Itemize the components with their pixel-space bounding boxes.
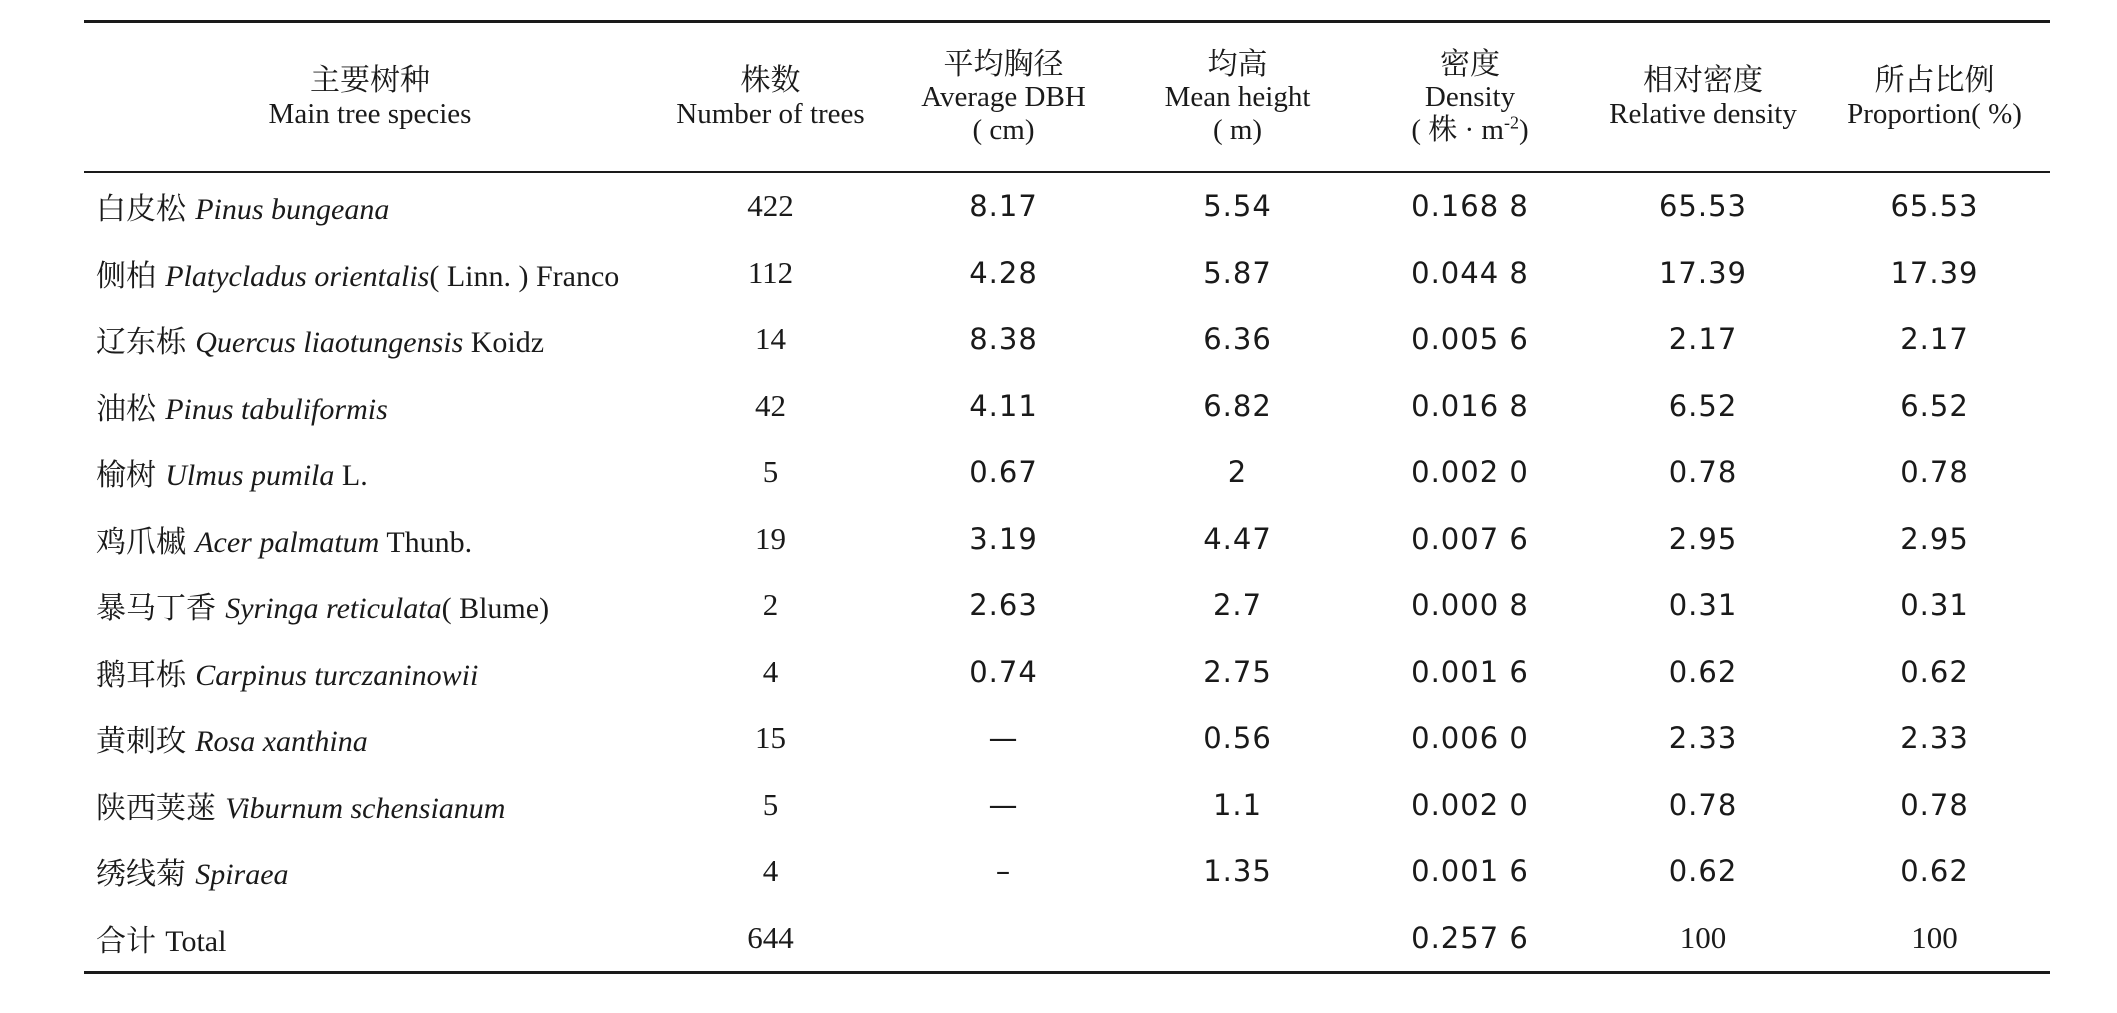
proportion-cell: 2.17 [1900, 322, 1969, 357]
header-height-zh: 均高 [1207, 46, 1268, 82]
rel-density-cell: 0.62 [1668, 854, 1738, 889]
density-cell: 0.005 6 [1411, 322, 1529, 357]
species-sci: Quercus liaotungensis [195, 326, 464, 360]
rel-density-cell: 2.95 [1668, 521, 1738, 556]
count-cell: 15 [755, 720, 786, 756]
species-zh: 鹅耳栎 [96, 657, 186, 693]
density-cell: 0.007 6 [1411, 521, 1529, 556]
table-row [84, 439, 2050, 506]
density-cell: 0.001 6 [1411, 854, 1529, 889]
density-cell: 0.000 8 [1411, 588, 1529, 623]
header-proportion-en: Proportion( %) [1847, 97, 2022, 130]
species-sci: Pinus tabuliformis [165, 392, 388, 426]
proportion-cell: 0.62 [1900, 654, 1969, 689]
species-cell [84, 439, 656, 506]
rel-density-cell: 65.53 [1658, 189, 1748, 224]
species-cell [84, 838, 656, 905]
species-zh: 白皮松 [96, 192, 186, 228]
count-cell: 5 [762, 454, 779, 490]
species-cell [84, 506, 656, 573]
count-cell: 4 [762, 853, 779, 889]
species-zh: 辽东栎 [96, 325, 186, 361]
height-cell: 6.36 [1203, 322, 1272, 357]
count-cell: 112 [747, 254, 794, 290]
species-cell [84, 772, 656, 839]
table-row [84, 705, 2050, 772]
species-zh: 陕西荚蒾 [96, 790, 216, 826]
dbh-cell: — [988, 787, 1019, 822]
header-dbh-en: Average DBH [921, 81, 1086, 114]
proportion-cell: 0.78 [1900, 787, 1969, 822]
header-density-unit [1353, 114, 1587, 146]
count-cell: 4 [762, 653, 779, 689]
header-count-zh: 株数 [740, 62, 801, 98]
proportion-cell: 2.33 [1900, 721, 1969, 756]
rel-density-cell: 0.78 [1668, 455, 1738, 490]
header-height-en: Mean height [1164, 81, 1311, 114]
rel-density-cell: 2.17 [1668, 322, 1738, 357]
header-height [1122, 22, 1353, 173]
proportion-cell: 17.39 [1890, 255, 1979, 290]
count-cell: 422 [747, 188, 794, 224]
height-cell: 2.7 [1212, 588, 1263, 623]
table-row [84, 572, 2050, 639]
height-cell: 0.56 [1203, 721, 1272, 756]
species-sci: Viburnum schensianum [225, 791, 506, 825]
total-row [84, 905, 2050, 973]
total-proportion-cell: 100 [1911, 919, 1958, 955]
species-auth: ( Linn. ) Franco [429, 259, 620, 293]
species-zh: 鸡爪槭 [96, 524, 186, 560]
proportion-cell: 65.53 [1890, 189, 1979, 224]
table-row [84, 373, 2050, 440]
header-species-en: Main tree species [268, 97, 472, 130]
species-zh: 榆树 [96, 458, 156, 494]
height-cell: 2 [1227, 455, 1248, 490]
species-zh: 暴马丁香 [96, 591, 216, 627]
density-cell: 0.006 0 [1411, 721, 1529, 756]
species-sci: Pinus bungeana [195, 193, 390, 227]
table-header [84, 22, 2050, 173]
species-cell [84, 639, 656, 706]
species-cell [84, 572, 656, 639]
species-sci: Syringa reticulata [225, 592, 442, 626]
count-cell: 5 [762, 786, 779, 822]
dbh-cell: 0.67 [969, 455, 1038, 490]
rel-density-cell: 17.39 [1658, 255, 1748, 290]
proportion-cell: 6.52 [1900, 388, 1969, 423]
species-sci: Ulmus pumila [165, 459, 335, 493]
total-height-cell [1122, 905, 1353, 973]
species-cell [84, 240, 656, 307]
table-row [84, 838, 2050, 905]
species-auth: Koidz [463, 326, 545, 360]
header-density-en: Density [1424, 81, 1516, 114]
species-zh: 侧柏 [96, 258, 156, 294]
table-row [84, 772, 2050, 839]
height-cell: 5.87 [1203, 255, 1272, 290]
proportion-cell: 2.95 [1900, 521, 1969, 556]
header-count [656, 22, 885, 173]
header-density-zh: 密度 [1440, 46, 1500, 82]
species-cell [84, 306, 656, 373]
table-row [84, 240, 2050, 307]
rel-density-cell: 0.62 [1668, 654, 1738, 689]
header-species-zh: 主要树种 [310, 62, 430, 98]
height-cell: 2.75 [1203, 654, 1272, 689]
species-cell [84, 172, 656, 240]
total-density-cell: 0.257 6 [1411, 920, 1529, 955]
density-cell: 0.002 0 [1411, 787, 1529, 822]
header-rel-density [1587, 22, 1819, 173]
species-cell [84, 705, 656, 772]
total-rel-density-cell: 100 [1679, 919, 1727, 955]
rel-density-cell: 0.31 [1668, 588, 1738, 623]
count-cell: 42 [755, 387, 786, 423]
count-cell: 19 [755, 520, 786, 556]
header-density [1353, 22, 1587, 173]
total-label-zh: 合计 [96, 923, 156, 959]
species-auth: ( Blume) [441, 592, 550, 626]
height-cell: 6.82 [1203, 388, 1272, 423]
rel-density-cell: 2.33 [1668, 721, 1738, 756]
species-zh: 黄刺玫 [96, 724, 186, 760]
header-dbh [885, 22, 1122, 173]
species-cell [84, 373, 656, 440]
dbh-cell: 8.38 [969, 322, 1038, 357]
density-cell: 0.002 0 [1411, 455, 1529, 490]
dbh-cell: 8.17 [969, 189, 1038, 224]
header-count-en: Number of trees [676, 97, 865, 130]
species-sci: Carpinus turczaninowii [195, 658, 479, 692]
total-dbh-cell [885, 905, 1122, 973]
species-sci: Spiraea [195, 858, 289, 892]
header-row [84, 22, 2050, 173]
height-cell: 1.1 [1212, 787, 1263, 822]
table-row [84, 639, 2050, 706]
density-cell: 0.044 8 [1411, 255, 1529, 290]
header-density-unit-text: ( 株 · m [1411, 113, 1504, 146]
density-cell: 0.016 8 [1411, 388, 1529, 423]
rel-density-cell: 6.52 [1668, 388, 1738, 423]
species-sci: Rosa xanthina [195, 725, 368, 759]
count-cell: 2 [762, 587, 779, 623]
height-cell: 1.35 [1203, 854, 1272, 889]
species-auth: L. [334, 459, 368, 493]
species-table-container [84, 20, 2050, 974]
total-label-cell [84, 905, 656, 973]
height-cell: 4.47 [1203, 521, 1272, 556]
header-rel-density-zh: 相对密度 [1643, 62, 1763, 98]
density-cell: 0.168 8 [1411, 189, 1529, 224]
table-row [84, 506, 2050, 573]
dbh-cell: – [995, 854, 1012, 889]
dbh-cell: 3.19 [969, 521, 1038, 556]
density-cell: 0.001 6 [1411, 654, 1529, 689]
dbh-cell: 0.74 [969, 654, 1038, 689]
count-cell: 14 [755, 321, 786, 357]
table-row [84, 172, 2050, 240]
header-species [84, 22, 656, 173]
total-label-en: Total [165, 924, 227, 958]
header-height-unit: ( m) [1212, 113, 1263, 146]
header-proportion [1819, 22, 2050, 173]
dbh-cell: 4.28 [969, 255, 1038, 290]
species-auth: Thunb. [379, 525, 473, 559]
header-density-unit-sup: -2 [1503, 112, 1519, 133]
species-sci: Platycladus orientalis [165, 259, 430, 293]
dbh-cell: — [988, 721, 1019, 756]
proportion-cell: 0.78 [1900, 455, 1969, 490]
tree-species-table [84, 20, 2050, 974]
total-count-cell: 644 [747, 919, 794, 955]
species-zh: 绣线菊 [96, 857, 186, 893]
height-cell: 5.54 [1203, 189, 1272, 224]
proportion-cell: 0.62 [1900, 854, 1969, 889]
species-sci: Acer palmatum [195, 525, 380, 559]
header-dbh-unit: ( cm) [972, 113, 1035, 146]
dbh-cell: 2.63 [969, 588, 1038, 623]
rel-density-cell: 0.78 [1668, 787, 1738, 822]
dbh-cell: 4.11 [969, 388, 1038, 423]
table-row [84, 306, 2050, 373]
species-zh: 油松 [96, 391, 156, 427]
table-body [84, 172, 2050, 973]
header-proportion-zh: 所占比例 [1874, 62, 1995, 98]
proportion-cell: 0.31 [1900, 588, 1969, 623]
header-rel-density-en: Relative density [1609, 97, 1797, 130]
header-dbh-zh: 平均胸径 [943, 46, 1064, 82]
header-density-unit-end: ) [1518, 113, 1529, 146]
